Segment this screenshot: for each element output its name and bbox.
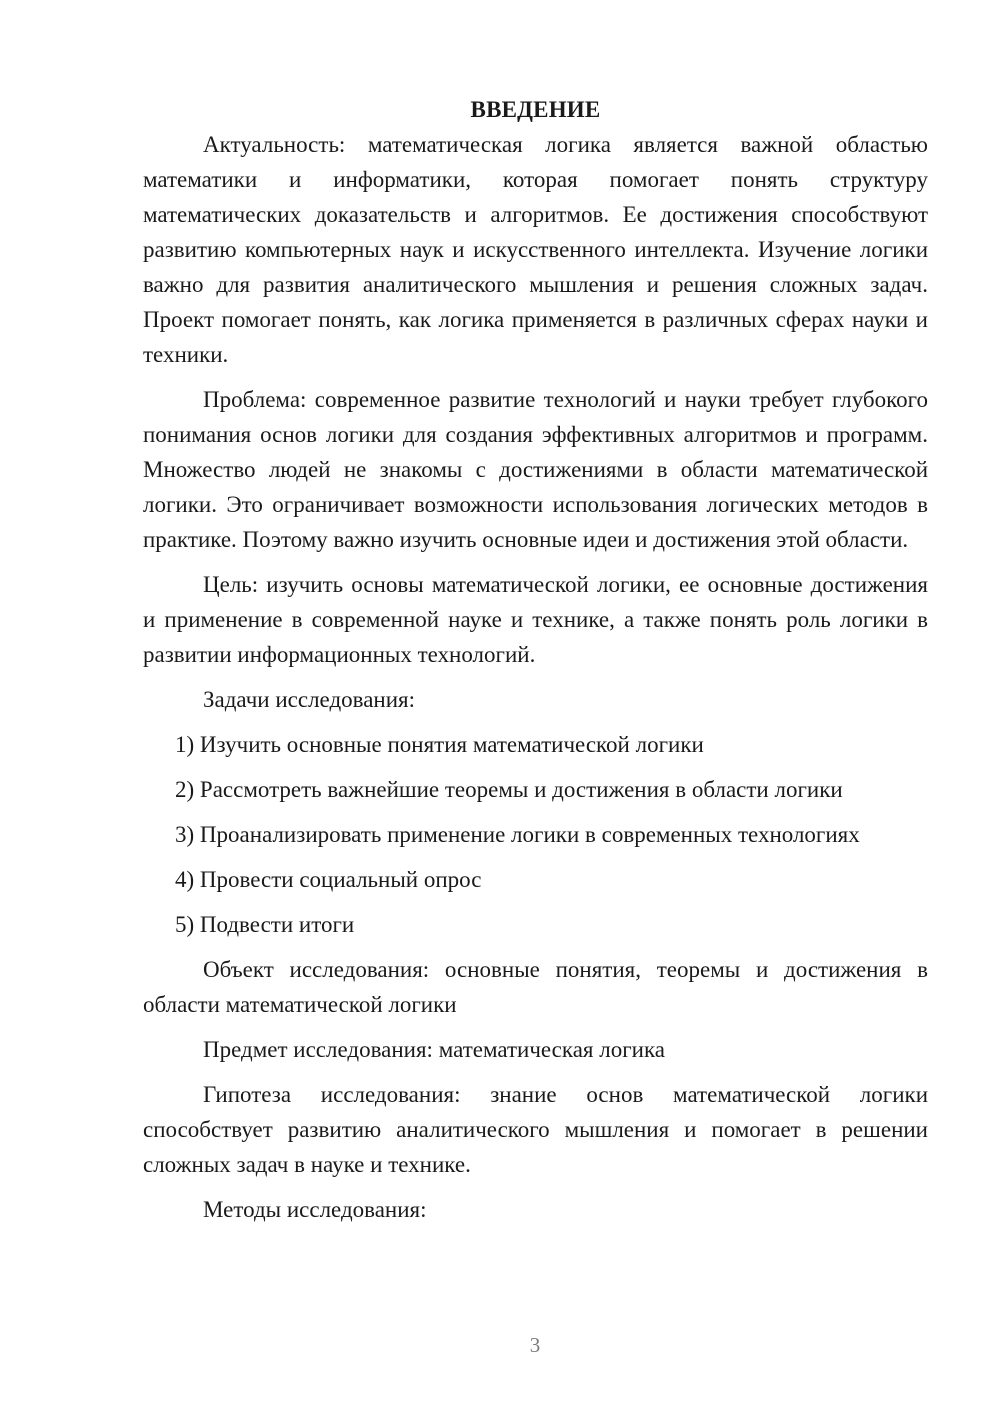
list-item: 5) Подвести итоги — [175, 912, 355, 937]
list-item: 4) Провести социальный опрос — [175, 867, 482, 892]
relevance-paragraph: Актуальность: математическая логика является важной областью математики и информатики, которая помогает понять структуру математических доказательств и алгоритмов. Ее достижения способствуют развитию компьютерных наук и искусственного интеллекта. Изучение логики важно для развития аналитического мышления и решения сложных задач. Проект помогает понять, как логика применяется в различных сферах науки и техники. — [143, 132, 928, 367]
list-item: 3) Проанализировать применение логики в современных технологиях — [175, 822, 860, 847]
tasks-list — [143, 727, 928, 942]
goal-paragraph: Цель: изучить основы математической логики, ее основные достижения и применение в современной науке и технике, а также понять роль логики в развитии информационных технологий. — [143, 572, 928, 667]
object-paragraph: Объект исследования: основные понятия, теоремы и достижения в области математической логики — [143, 957, 928, 1017]
hypothesis-paragraph: Гипотеза исследования: знание основ математической логики способствует развитию аналитического мышления и помогает в решении сложных задач в науке и технике. — [143, 1082, 928, 1177]
tasks-label: Задачи исследования: — [203, 687, 416, 712]
page-number: 3 — [529, 1333, 541, 1357]
subject-paragraph: Предмет исследования: математическая логика — [203, 1037, 666, 1062]
problem-paragraph: Проблема: современное развитие технологий и науки требует глубокого понимания основ логики для создания эффективных алгоритмов и программ. Множество людей не знакомы с достижениями в области математической логики. Это ограничивает возможности использования логических методов в практике. Поэтому важно изучить основные идеи и достижения этой области. — [143, 387, 928, 552]
methods-label: Методы исследования: — [203, 1197, 427, 1222]
list-item: 1) Изучить основные понятия математической логики — [175, 732, 704, 757]
section-heading: ВВЕДЕНИЕ — [470, 97, 601, 122]
list-item: 2) Рассмотреть важнейшие теоремы и достижения в области логики — [175, 777, 843, 802]
document-page — [143, 92, 928, 1237]
